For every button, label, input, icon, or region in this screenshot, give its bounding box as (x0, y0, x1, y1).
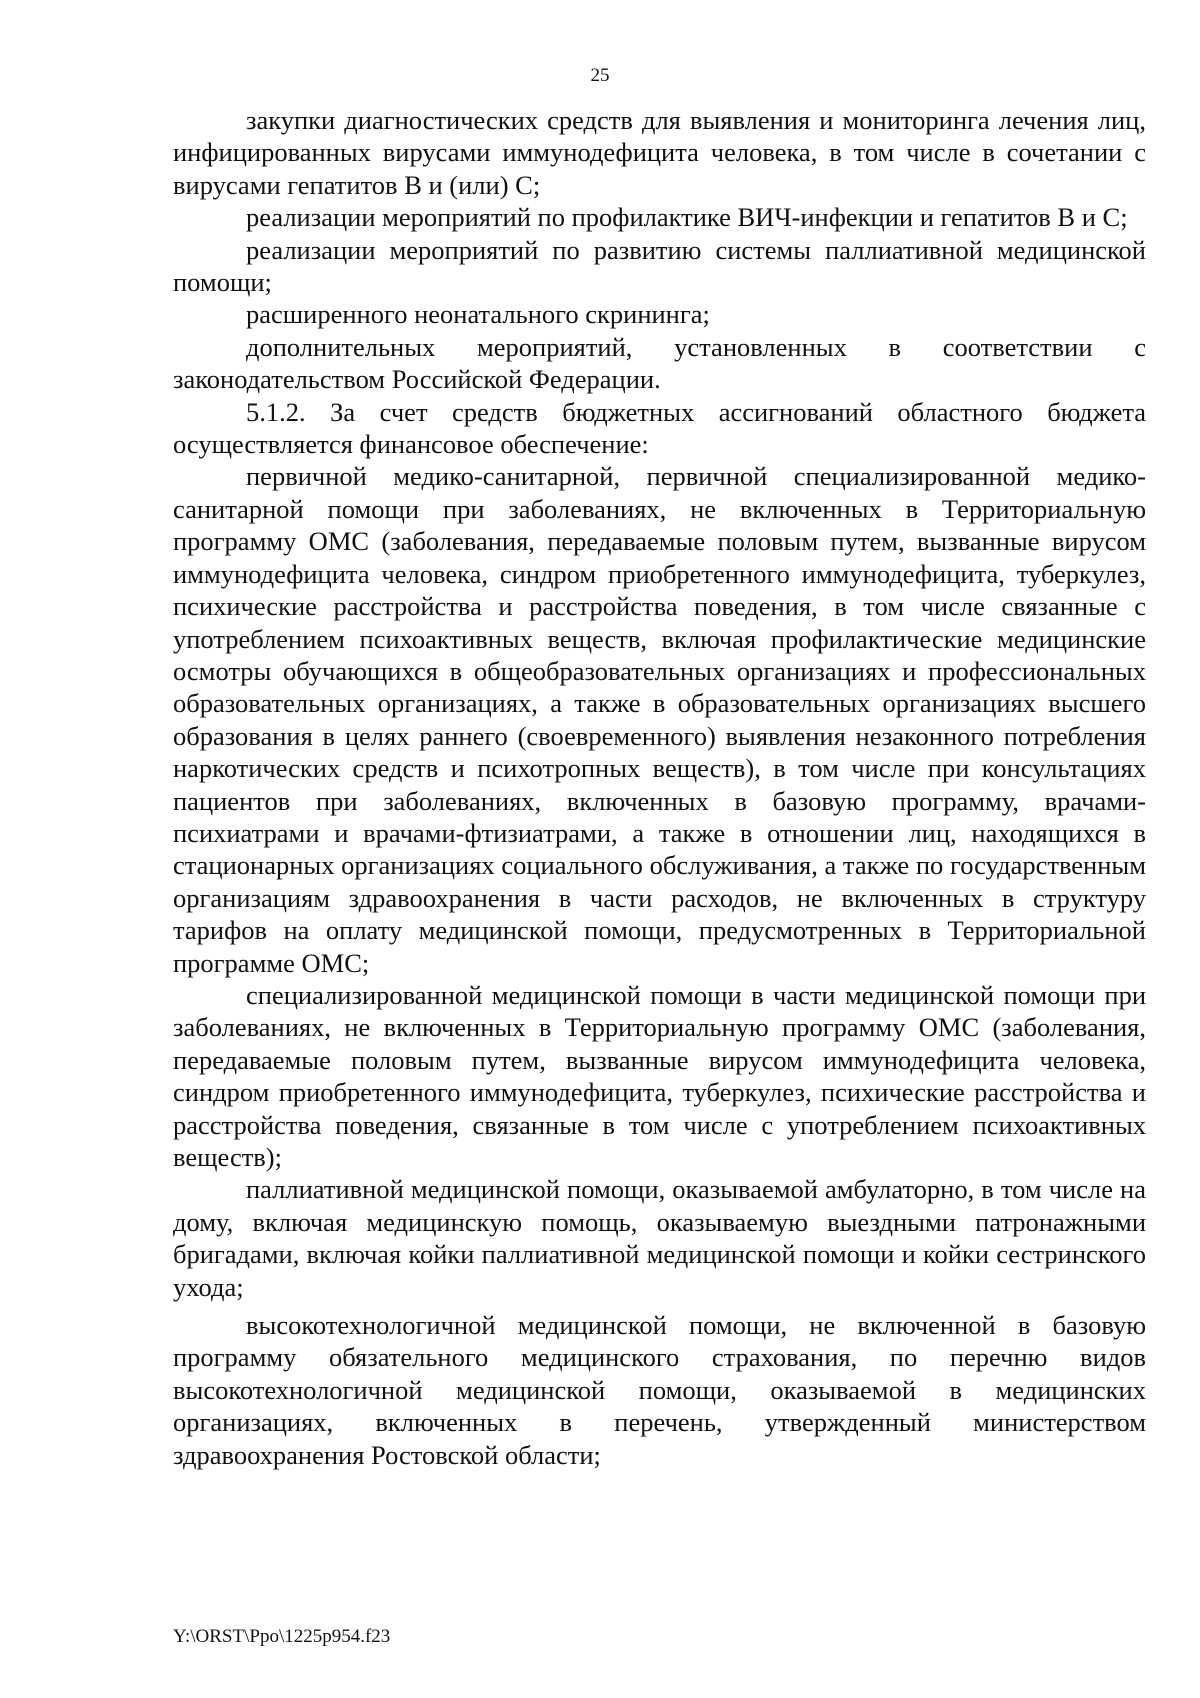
document-body (173, 104, 1146, 1471)
footer-file-path: Y:\ORST\Ppo\1225p954.f23 (173, 1626, 391, 1647)
paragraph-additional-measures: дополнительных мероприятий, установленных в соответствии с законодательством Российской Федерации. (173, 331, 1146, 395)
paragraph-primary-care: первичной медико-санитарной, первичной специализированной медико-санитарной помощи при заболеваниях, не включенных в Территориальную программу ОМС (заболевания, передаваемые половым путем, вызванные вирусом иммунодефицита человека, синдром приобретенного иммунодефицита, туберкулез, психические расстройства и расстройства поведения, в том числе связанные с употреблением психоактивных веществ, включая профилактические медицинские осмотры обучающихся в общеобразовательных организациях и профессиональных образовательных организациях, а также в образовательных организациях высшего образования в целях раннего (своевременного) выявления незаконного потребления наркотических средств и психотропных веществ), в том числе при консультациях пациентов при заболеваниях, включенных в базовую программу, врачами-психиатрами и врачами-фтизиатрами, а также в отношении лиц, находящихся в стационарных организациях социального обслуживания, а также по государственным организациям здравоохранения в части расходов, не включенных в структуру тарифов на оплату медицинской помощи, предусмотренных в Территориальной программе ОМС; (173, 461, 1146, 978)
paragraph-diagnostics-procurement: закупки диагностических средств для выявления и мониторинга лечения лиц, инфицированных вирусами иммунодефицита человека, в том числе в сочетании с вирусами гепатитов B и (или) С; (173, 105, 1146, 200)
paragraph-palliative-care: паллиативной медицинской помощи, оказываемой амбулаторно, в том числе на дому, включая медицинскую помощь, оказываемую выездными патронажными бригадами, включая койки паллиативной медицинской помощи и койки сестринского ухода; (173, 1174, 1146, 1302)
page-number: 25 (590, 65, 610, 86)
paragraph-neonatal-screening: расширенного неонатального скрининга; (246, 299, 710, 330)
paragraph-section-5-1-2: 5.1.2. За счет средств бюджетных ассигнований областного бюджета осуществляется финансовое обеспечение: (173, 396, 1146, 460)
paragraph-palliative-system: реализации мероприятий по развитию системы паллиативной медицинской помощи; (173, 234, 1146, 298)
paragraph-high-tech-care: высокотехнологичной медицинской помощи, не включенной в базовую программу обязательного медицинского страхования, по перечню видов высокотехнологичной медицинской помощи, оказываемой в медицинских организациях, включенных в перечень, утвержденный министерством здравоохранения Ростовской области; (173, 1310, 1146, 1470)
paragraph-hiv-prevention: реализации мероприятий по профилактике ВИЧ-инфекции и гепатитов B и С; (246, 202, 1128, 233)
paragraph-specialized-care: специализированной медицинской помощи в части медицинской помощи при заболеваниях, не включенных в Территориальную программу ОМС (заболевания, передаваемые половым путем, вызванные вирусом иммунодефицита человека, синдром приобретенного иммунодефицита, туберкулез, психические расстройства и расстройства поведения, связанные в том числе с употреблением психоактивных веществ); (173, 979, 1146, 1172)
